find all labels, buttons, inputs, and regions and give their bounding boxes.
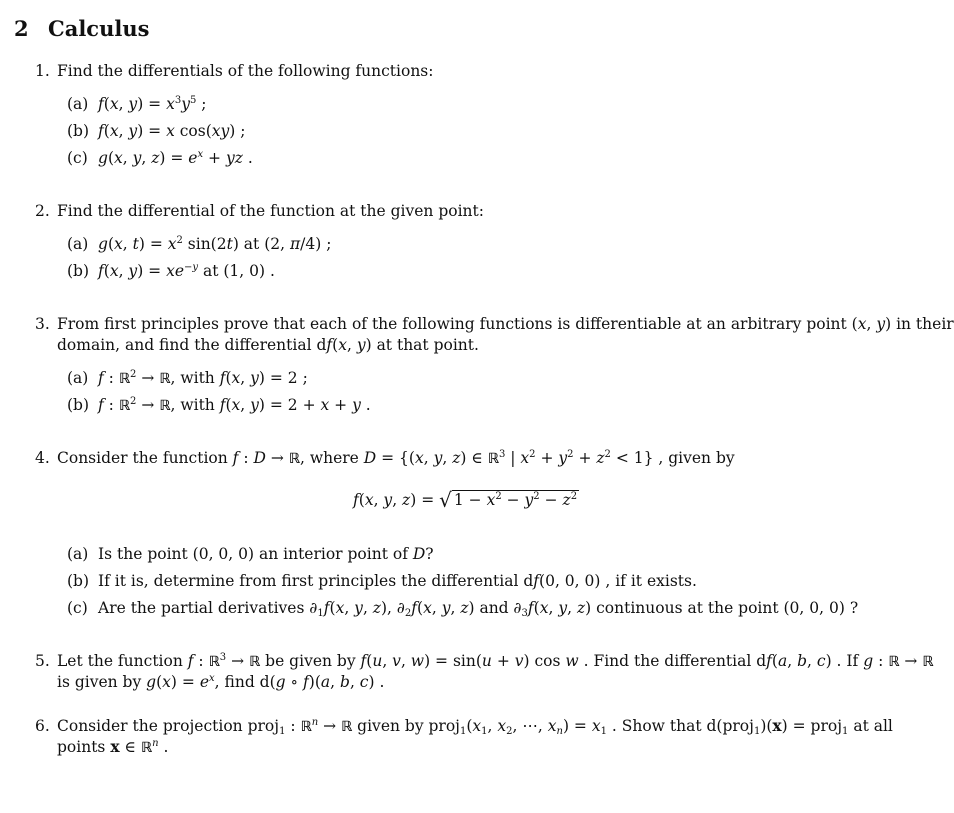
problem-4-display-equation: f(x, y, z) = √ $1 - x^2 - y^2 - z^2$ xyxy=(353,488,578,512)
problem-4c-label: (c) xyxy=(67,599,88,617)
problem-1a-expr: f(x, $y) = x^3y^5$ ; xyxy=(98,95,207,113)
problem-1a xyxy=(67,94,207,114)
problem-4b-text: If it is, determine from first principles the differential df(0, 0, 0) , if it exists. xyxy=(98,572,697,590)
problem-1a-label: (a) xyxy=(67,95,89,113)
problem-3a xyxy=(67,368,308,389)
problem-4a xyxy=(67,544,434,564)
problem-4c-text: Are the partial derivatives $\partial_1f(x$, y, z), $\partial_2f(x$, y, z) and $\partial_3f(x$, y, z) continuous at the point (0, 0, 0) ? xyxy=(98,599,859,619)
problem-2b xyxy=(67,261,275,281)
problem-6-number: 6. xyxy=(35,717,50,735)
problem-5-text-line2: is given by $g(x) = e^x$, find d(g ∘ f)(a, b, c) . xyxy=(57,673,385,691)
section-heading xyxy=(14,16,149,41)
problem-3-number: 3. xyxy=(35,315,50,333)
problem-6-text-line2: points x ∈ ℝ$^n$ . xyxy=(57,737,169,756)
problem-4a-text: Is the point (0, 0, 0) an interior point of D? xyxy=(98,545,434,563)
problem-2-text: Find the differential of the function at the given point: xyxy=(57,202,484,220)
problem-1b-label: (b) xyxy=(67,122,90,140)
problem-4b-label: (b) xyxy=(67,572,90,590)
problem-3-text-line2: domain, and find the differential df(x, y) at that point. xyxy=(57,336,479,354)
problem-2b-label: (b) xyxy=(67,262,90,280)
problem-1c xyxy=(67,148,253,168)
problem-1-text: Find the differentials of the following functions: xyxy=(57,62,434,80)
problem-4b xyxy=(67,571,697,591)
problem-3a-label: (a) xyxy=(67,369,89,387)
problem-1b-expr: f(x, y) = x cos(xy) ; xyxy=(98,122,246,140)
problem-6-text-line1: Consider the projection proj$_1$ : ℝ$^n$ → ℝ given by $proj_1(x_1$, $x_2$, ⋯, $x_n) = x_1$ . Show that d(proj$_1$)(x) = proj$_1$ at all xyxy=(57,716,893,737)
section-number: 2 xyxy=(14,16,29,41)
problem-2a-label: (a) xyxy=(67,235,89,253)
problem-2a xyxy=(67,234,331,254)
problem-3a-expr: f : ℝ$^2$ → ℝ, with f(x, y) = 2 ; xyxy=(98,369,308,387)
problem-2a-expr: g(x, $t) = x^2$ sin(2t) at (2, π/4) ; xyxy=(98,235,332,253)
problem-1c-expr: g(x, y, $z) = e^x$ + yz . xyxy=(98,149,253,167)
problem-1b xyxy=(67,121,245,141)
problem-1c-label: (c) xyxy=(67,149,88,167)
problem-2-number: 2. xyxy=(35,202,50,220)
problem-4-number: 4. xyxy=(35,449,50,467)
problem-3b-expr: f : ℝ$^2$ → ℝ, with f(x, y) = 2 + x + y . xyxy=(98,396,371,414)
problem-3b-label: (b) xyxy=(67,396,90,414)
problem-3-text-line1: From first principles prove that each of the following functions is differentiable at an arbitrary point (x, y) in their xyxy=(57,315,954,333)
section-title: Calculus xyxy=(48,16,150,41)
problem-4-text: Consider the function f : D → ℝ, where D = {(x, y, z) ∈ ℝ$^3$ | $x^2 + y^2 + z^2 < 1$} , given by xyxy=(57,449,735,467)
problem-4a-label: (a) xyxy=(67,545,89,563)
problem-1-number: 1. xyxy=(35,62,50,80)
problem-4c xyxy=(67,598,858,618)
problem-3b xyxy=(67,395,371,416)
problem-2b-expr: f(x, $y) = xe^{-y}$ at (1, 0) . xyxy=(98,262,275,280)
problem-5-number: 5. xyxy=(35,652,50,670)
problem-5-text-line1: Let the function f : ℝ$^3$ → ℝ be given by f(u, v, w) = sin(u + v) cos w . Find the differential df(a, b, c) . If g : ℝ → ℝ xyxy=(57,652,934,670)
